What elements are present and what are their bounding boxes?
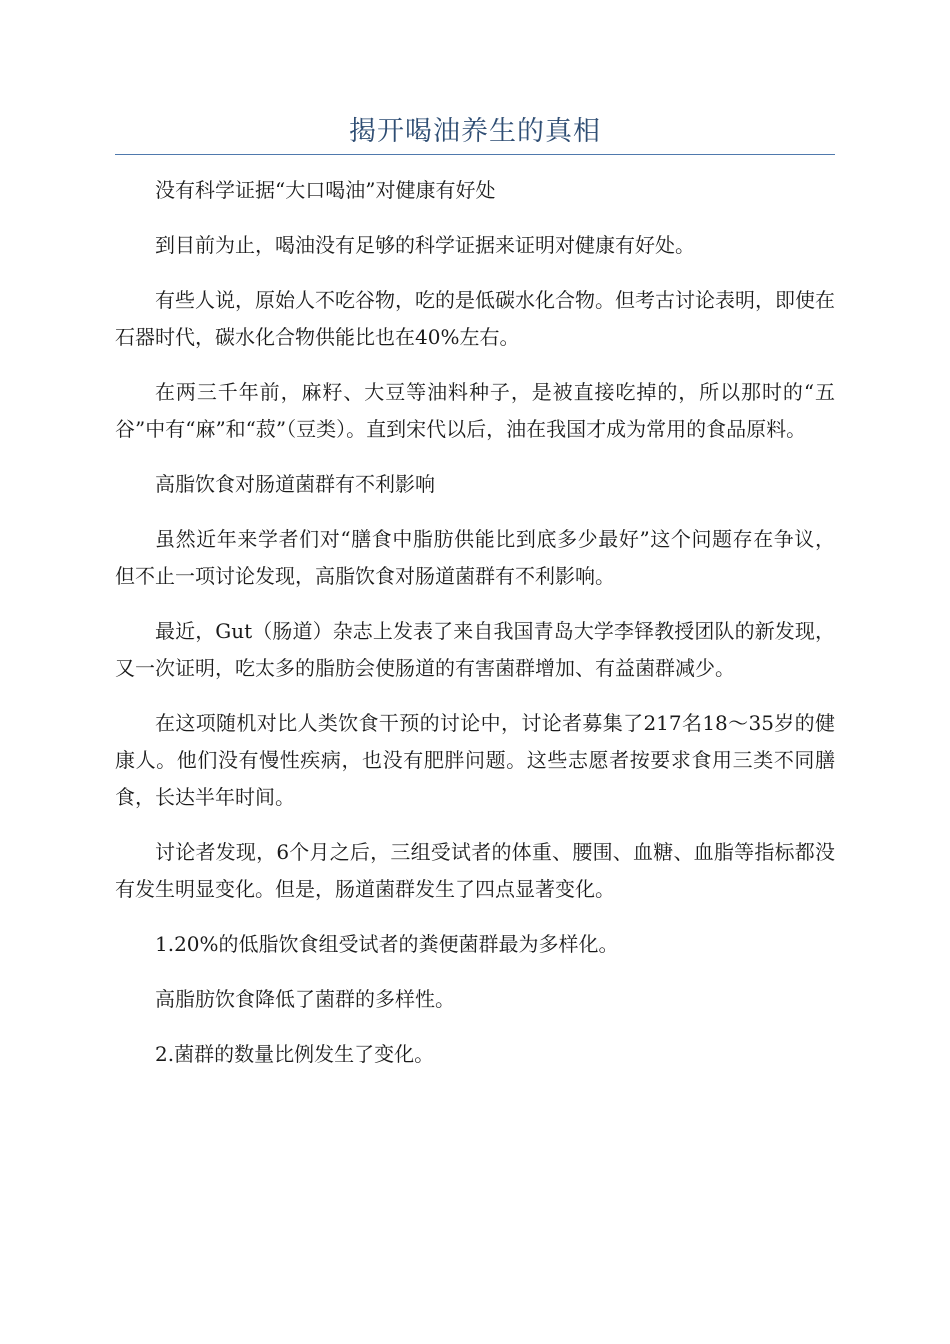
paragraph: 到目前为止，喝油没有足够的科学证据来证明对健康有好处。: [155, 233, 695, 257]
paragraph-subheading-2: 高脂饮食对肠道菌群有不利影响: [155, 472, 435, 496]
list-item-1: 1.20%的低脂饮食组受试者的粪便菌群最为多样化。: [155, 932, 619, 956]
paragraph: 讨论者发现，6个月之后，三组受试者的体重、腰围、血糖、血脂等指标都没有发生明显变化。但是，肠道菌群发生了四点显著变化。: [115, 840, 835, 901]
title-underline: [115, 154, 835, 155]
paragraph-subheading-1: 没有科学证据“大口喝油”对健康有好处: [155, 178, 496, 202]
paragraph: 有些人说，原始人不吃谷物，吃的是低碳水化合物。但考古讨论表明，即使在石器时代，碳水化合物供能比也在40%左右。: [115, 288, 835, 349]
document-body: [115, 172, 835, 1091]
paragraph: 在两三千年前，麻籽、大豆等油料种子，是被直接吃掉的，所以那时的“五谷”中有“麻”和“菽”（豆类）。直到宋代以后，油在我国才成为常用的食品原料。: [115, 380, 835, 441]
paragraph: 虽然近年来学者们对“膳食中脂肪供能比到底多少最好”这个问题存在争议，但不止一项讨论发现，高脂饮食对肠道菌群有不利影响。: [115, 527, 835, 588]
list-item-2: 2.菌群的数量比例发生了变化。: [155, 1042, 435, 1066]
paragraph: 高脂肪饮食降低了菌群的多样性。: [155, 987, 455, 1011]
paragraph: 在这项随机对比人类饮食干预的讨论中，讨论者募集了217名18～35岁的健康人。他们没有慢性疾病，也没有肥胖问题。这些志愿者按要求食用三类不同膳食，长达半年时间。: [115, 711, 835, 809]
paragraph: 最近，Gut（肠道）杂志上发表了来自我国青岛大学李铎教授团队的新发现，又一次证明，吃太多的脂肪会使肠道的有害菌群增加、有益菌群减少。: [115, 619, 835, 680]
page-title: 揭开喝油养生的真相: [349, 116, 601, 147]
